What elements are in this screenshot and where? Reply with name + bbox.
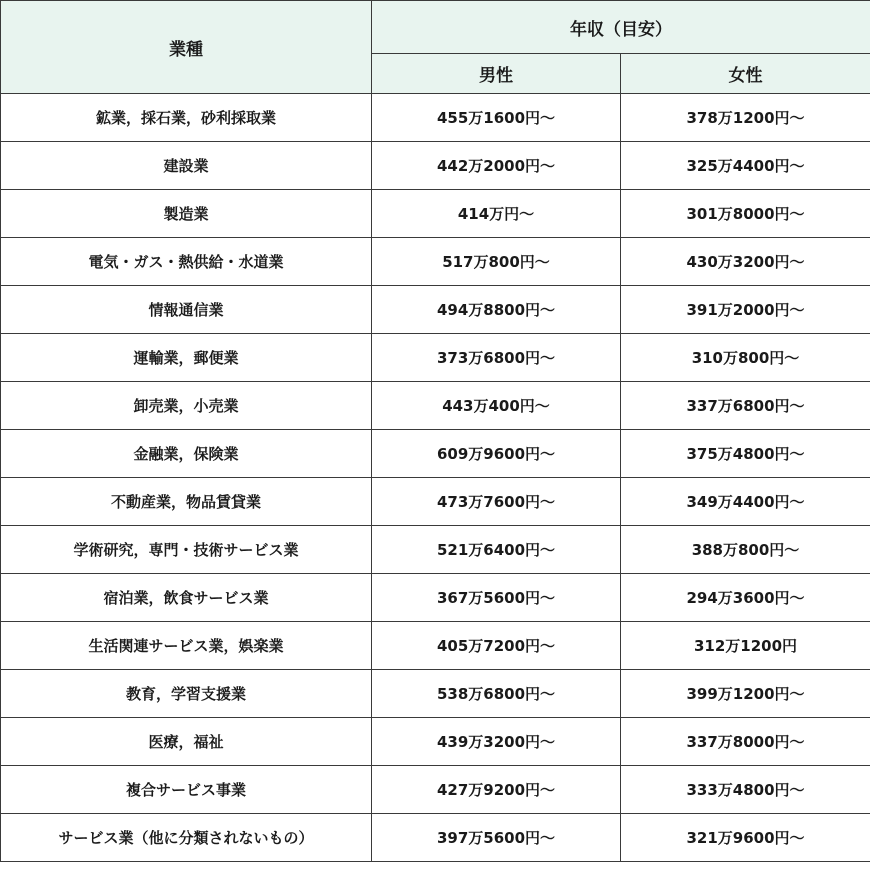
table-row: [1, 142, 870, 190]
industry-cell: 建設業: [1, 142, 372, 190]
industry-cell: サービス業（他に分類されないもの）: [1, 814, 372, 862]
table-header: [1, 1, 870, 94]
industry-cell: 宿泊業，飲食サービス業: [1, 574, 372, 622]
male-income-cell: 609万9600円〜: [372, 430, 621, 478]
male-income-cell: 517万800円〜: [372, 238, 621, 286]
industry-cell: 複合サービス事業: [1, 766, 372, 814]
female-income-cell: 388万800円〜: [621, 526, 870, 574]
industry-cell: 卸売業，小売業: [1, 382, 372, 430]
table-row: [1, 94, 870, 142]
header-income: 年収（目安）: [372, 1, 870, 54]
table-row: [1, 286, 870, 334]
male-income-cell: 405万7200円〜: [372, 622, 621, 670]
header-female: 女性: [621, 54, 870, 94]
industry-cell: 運輸業，郵便業: [1, 334, 372, 382]
table-row: [1, 238, 870, 286]
header-male: 男性: [372, 54, 621, 94]
male-income-cell: 442万2000円〜: [372, 142, 621, 190]
male-income-cell: 367万5600円〜: [372, 574, 621, 622]
male-income-cell: 455万1600円〜: [372, 94, 621, 142]
table-row: [1, 766, 870, 814]
female-income-cell: 321万9600円〜: [621, 814, 870, 862]
table-body: [1, 94, 870, 862]
male-income-cell: 373万6800円〜: [372, 334, 621, 382]
table-row: [1, 478, 870, 526]
table-row: [1, 334, 870, 382]
table-row: [1, 574, 870, 622]
header-row-top: [1, 1, 870, 54]
industry-cell: 学術研究，専門・技術サービス業: [1, 526, 372, 574]
industry-cell: 電気・ガス・熱供給・水道業: [1, 238, 372, 286]
male-income-cell: 439万3200円〜: [372, 718, 621, 766]
industry-cell: 教育，学習支援業: [1, 670, 372, 718]
female-income-cell: 333万4800円〜: [621, 766, 870, 814]
female-income-cell: 375万4800円〜: [621, 430, 870, 478]
industry-cell: 製造業: [1, 190, 372, 238]
female-income-cell: 301万8000円〜: [621, 190, 870, 238]
industry-cell: 金融業，保険業: [1, 430, 372, 478]
female-income-cell: 310万800円〜: [621, 334, 870, 382]
industry-cell: 生活関連サービス業，娯楽業: [1, 622, 372, 670]
male-income-cell: 473万7600円〜: [372, 478, 621, 526]
male-income-cell: 414万円〜: [372, 190, 621, 238]
female-income-cell: 337万8000円〜: [621, 718, 870, 766]
female-income-cell: 325万4400円〜: [621, 142, 870, 190]
table-row: [1, 430, 870, 478]
industry-cell: 鉱業，採石業，砂利採取業: [1, 94, 372, 142]
female-income-cell: 399万1200円〜: [621, 670, 870, 718]
table-row: [1, 526, 870, 574]
female-income-cell: 349万4400円〜: [621, 478, 870, 526]
female-income-cell: 312万1200円: [621, 622, 870, 670]
male-income-cell: 494万8800円〜: [372, 286, 621, 334]
female-income-cell: 337万6800円〜: [621, 382, 870, 430]
header-industry: 業種: [1, 1, 372, 94]
table-row: [1, 718, 870, 766]
table-row: [1, 190, 870, 238]
male-income-cell: 397万5600円〜: [372, 814, 621, 862]
female-income-cell: 391万2000円〜: [621, 286, 870, 334]
male-income-cell: 521万6400円〜: [372, 526, 621, 574]
female-income-cell: 378万1200円〜: [621, 94, 870, 142]
female-income-cell: 294万3600円〜: [621, 574, 870, 622]
industry-cell: 医療，福祉: [1, 718, 372, 766]
table-row: [1, 814, 870, 862]
male-income-cell: 538万6800円〜: [372, 670, 621, 718]
table-row: [1, 670, 870, 718]
female-income-cell: 430万3200円〜: [621, 238, 870, 286]
male-income-cell: 427万9200円〜: [372, 766, 621, 814]
table-row: [1, 622, 870, 670]
industry-cell: 不動産業，物品賃貸業: [1, 478, 372, 526]
industry-cell: 情報通信業: [1, 286, 372, 334]
male-income-cell: 443万400円〜: [372, 382, 621, 430]
table-row: [1, 382, 870, 430]
